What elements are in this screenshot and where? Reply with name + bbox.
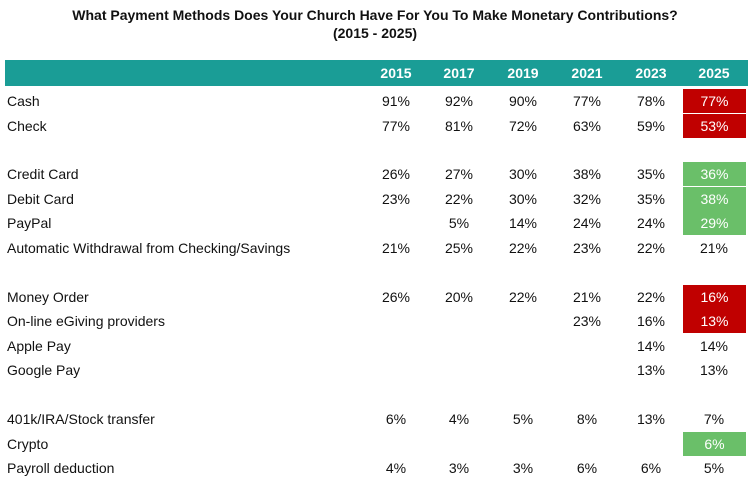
row-label: Payroll deduction [7, 460, 115, 476]
value-cell: 90% [508, 93, 538, 109]
value-cell: 3% [448, 460, 470, 476]
value-cell: 92% [444, 93, 474, 109]
column-header-2017: 2017 [443, 65, 475, 81]
value-cell: 30% [508, 166, 538, 182]
value-cell: 23% [572, 313, 602, 329]
value-cell: 13% [699, 362, 729, 378]
value-cell: 22% [636, 240, 666, 256]
value-cell: 35% [636, 166, 666, 182]
value-cell: 21% [699, 240, 729, 256]
value-cell: 23% [381, 191, 411, 207]
value-cell: 21% [572, 289, 602, 305]
value-cell: 25% [444, 240, 474, 256]
value-cell: 22% [636, 289, 666, 305]
value-cell: 5% [512, 411, 534, 427]
highlighted-value-cell: 36% [683, 162, 746, 186]
row-label: Apple Pay [7, 338, 71, 354]
value-cell: 91% [381, 93, 411, 109]
highlighted-value-cell: 29% [683, 211, 746, 235]
value-cell: 5% [703, 460, 725, 476]
chart-subtitle: (2015 - 2025) [332, 25, 418, 41]
value-cell: 63% [572, 118, 602, 134]
row-label: Debit Card [7, 191, 74, 207]
value-cell: 24% [636, 215, 666, 231]
row-label: Crypto [7, 436, 49, 452]
value-cell: 77% [381, 118, 411, 134]
value-cell: 16% [636, 313, 666, 329]
chart-title: What Payment Methods Does Your Church Have For You To Make Monetary Contributions? [72, 7, 678, 23]
row-label: Money Order [7, 289, 89, 305]
row-label: Cash [7, 93, 40, 109]
row-label: Google Pay [7, 362, 81, 378]
value-cell: 6% [385, 411, 407, 427]
value-cell: 6% [576, 460, 598, 476]
value-cell: 26% [381, 289, 411, 305]
value-cell: 13% [636, 362, 666, 378]
value-cell: 72% [508, 118, 538, 134]
value-cell: 6% [640, 460, 662, 476]
highlighted-value-cell: 77% [683, 89, 746, 113]
value-cell: 4% [448, 411, 470, 427]
value-cell: 7% [703, 411, 725, 427]
row-label: Check [7, 118, 47, 134]
column-header-2021: 2021 [571, 65, 603, 81]
row-label: On-line eGiving providers [7, 313, 165, 329]
highlighted-value-cell: 6% [683, 432, 746, 456]
column-header-2025: 2025 [698, 65, 730, 81]
value-cell: 14% [699, 338, 729, 354]
value-cell: 14% [508, 215, 538, 231]
column-header-2019: 2019 [507, 65, 539, 81]
value-cell: 20% [444, 289, 474, 305]
value-cell: 4% [385, 460, 407, 476]
highlighted-value-cell: 38% [683, 187, 746, 211]
value-cell: 21% [381, 240, 411, 256]
value-cell: 22% [508, 289, 538, 305]
value-cell: 77% [572, 93, 602, 109]
column-header-2015: 2015 [380, 65, 412, 81]
highlighted-value-cell: 16% [683, 285, 746, 309]
value-cell: 24% [572, 215, 602, 231]
value-cell: 3% [512, 460, 534, 476]
row-label: PayPal [7, 215, 52, 231]
column-header-2023: 2023 [635, 65, 667, 81]
highlighted-value-cell: 53% [683, 114, 746, 138]
value-cell: 22% [444, 191, 474, 207]
value-cell: 5% [448, 215, 470, 231]
value-cell: 78% [636, 93, 666, 109]
value-cell: 13% [636, 411, 666, 427]
value-cell: 30% [508, 191, 538, 207]
value-cell: 23% [572, 240, 602, 256]
value-cell: 14% [636, 338, 666, 354]
value-cell: 8% [576, 411, 598, 427]
row-label: Credit Card [7, 166, 79, 182]
value-cell: 38% [572, 166, 602, 182]
value-cell: 35% [636, 191, 666, 207]
row-label: Automatic Withdrawal from Checking/Savings [7, 240, 291, 256]
value-cell: 81% [444, 118, 474, 134]
value-cell: 32% [572, 191, 602, 207]
value-cell: 22% [508, 240, 538, 256]
value-cell: 27% [444, 166, 474, 182]
value-cell: 26% [381, 166, 411, 182]
row-label: 401k/IRA/Stock transfer [7, 411, 155, 427]
highlighted-value-cell: 13% [683, 309, 746, 333]
value-cell: 59% [636, 118, 666, 134]
